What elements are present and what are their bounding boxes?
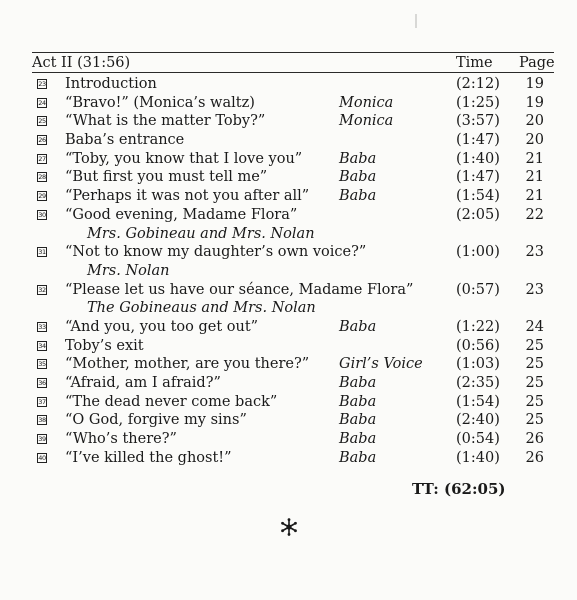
track-page: 25 [525, 393, 544, 410]
track-title: “What is the matter Toby?” [65, 113, 266, 130]
track-title: “Toby, you know that I love you” [65, 150, 303, 167]
track-role: Monica [339, 113, 394, 130]
track-title: “Afraid, am I afraid?” [65, 375, 221, 391]
track-row [0, 187, 577, 206]
track-title: Introduction [65, 76, 157, 92]
time-column-header: Time [456, 55, 493, 71]
snowflake-ornament-icon [280, 518, 298, 540]
track-role: Girl’s Voice [339, 356, 423, 373]
track-role: Baba [339, 150, 377, 167]
track-number-box: 33 [38, 322, 46, 331]
track-number-box: 27 [38, 154, 46, 163]
track-page: 19 [525, 94, 544, 111]
track-time: (1:25) [456, 94, 500, 111]
track-role: Baba [339, 431, 377, 448]
faint-mark [415, 14, 417, 28]
track-title: “And you, you too get out” [65, 318, 259, 335]
track-page: 21 [525, 150, 544, 167]
page-column-header: Page [519, 55, 555, 71]
track-role: Baba [339, 393, 377, 410]
track-page: 26 [525, 449, 544, 466]
track-performers: The Gobineaus and Mrs. Nolan [87, 300, 316, 317]
track-page: 23 [525, 281, 544, 298]
top-rule [32, 52, 554, 53]
track-number-box: 36 [38, 379, 46, 387]
track-performers-row [0, 262, 577, 281]
track-time: (1:00) [456, 244, 500, 261]
track-row [0, 281, 577, 300]
track-time: (1:54) [456, 188, 500, 205]
track-row [0, 94, 577, 113]
track-number-box: 28 [38, 173, 46, 182]
track-page: 19 [525, 76, 544, 92]
track-page: 23 [525, 244, 544, 261]
track-role: Baba [339, 375, 377, 391]
track-title: “Who’s there?” [65, 431, 177, 448]
track-time: (0:56) [456, 337, 500, 354]
track-time: (1:54) [456, 393, 500, 410]
track-row [0, 430, 577, 449]
track-title: “Mother, mother, are you there?” [65, 356, 310, 373]
track-title: “Not to know my daughter’s own voice?” [65, 244, 367, 261]
track-title: “Please let us have our séance, Madame Flora” [65, 281, 414, 298]
track-title: “O God, forgive my sins” [65, 412, 247, 429]
track-number-box: 24 [38, 98, 46, 107]
act-heading: Act II (31:56) [32, 55, 131, 71]
track-title: Toby’s exit [65, 337, 144, 354]
track-time: (2:40) [456, 412, 500, 429]
track-page: 22 [525, 206, 544, 223]
track-time: (0:57) [456, 281, 500, 298]
track-performers: Mrs. Gobineau and Mrs. Nolan [87, 225, 315, 242]
track-number-box: 31 [38, 248, 46, 257]
track-time: (1:40) [456, 449, 500, 466]
track-row [0, 355, 577, 374]
track-time: (2:12) [456, 76, 500, 92]
track-row [0, 449, 577, 468]
track-row [0, 374, 577, 393]
track-time: (2:35) [456, 375, 500, 391]
track-row [0, 318, 577, 337]
track-time: (1:03) [456, 356, 500, 373]
track-row [0, 131, 577, 150]
track-row [0, 337, 577, 356]
track-role: Baba [339, 169, 377, 186]
track-number-box: 40 [38, 453, 46, 462]
track-time: (0:54) [456, 431, 500, 448]
track-role: Baba [339, 318, 377, 335]
track-page: 25 [525, 337, 544, 354]
track-row [0, 206, 577, 225]
track-role: Baba [339, 188, 377, 205]
track-list [0, 75, 577, 467]
track-title: Baba’s entrance [65, 132, 185, 149]
header-rule [32, 72, 554, 73]
track-page: 25 [525, 412, 544, 429]
track-title: “I’ve killed the ghost!” [65, 449, 232, 466]
track-page: 20 [525, 132, 544, 149]
track-page: 21 [525, 188, 544, 205]
track-row [0, 243, 577, 262]
track-number-box: 34 [38, 341, 46, 350]
track-performers-row [0, 225, 577, 244]
track-number-box: 30 [38, 210, 46, 219]
track-performers-row [0, 299, 577, 318]
track-row [0, 75, 577, 94]
track-number-box: 37 [38, 397, 46, 406]
track-title: “Perhaps it was not you after all” [65, 188, 310, 205]
track-time: (1:22) [456, 318, 500, 335]
track-number-box: 29 [38, 192, 46, 201]
track-number-box: 25 [38, 117, 46, 126]
track-page: 20 [525, 113, 544, 130]
track-row [0, 150, 577, 169]
track-time: (3:57) [456, 113, 500, 130]
track-row [0, 393, 577, 412]
track-role: Baba [339, 449, 377, 466]
track-time: (1:47) [456, 132, 500, 149]
track-time: (1:40) [456, 150, 500, 167]
track-title: “The dead never come back” [65, 393, 278, 410]
track-number-box: 26 [38, 136, 46, 145]
track-page: 25 [525, 356, 544, 373]
track-number-box: 23 [38, 80, 46, 88]
track-row [0, 168, 577, 187]
track-row [0, 112, 577, 131]
track-number-box: 35 [38, 360, 46, 369]
track-time: (1:47) [456, 169, 500, 186]
track-role: Baba [339, 412, 377, 429]
track-page: 24 [525, 318, 544, 335]
total-time: TT: (62:05) [412, 480, 506, 498]
track-page: 26 [525, 431, 544, 448]
track-performers: Mrs. Nolan [87, 262, 170, 279]
track-title: “Bravo!” (Monica’s waltz) [65, 94, 255, 111]
track-title: “Good evening, Madame Flora” [65, 206, 298, 223]
track-page: 25 [525, 375, 544, 391]
track-number-box: 38 [38, 416, 46, 425]
track-page: 21 [525, 169, 544, 186]
track-title: “But first you must tell me” [65, 169, 268, 186]
track-number-box: 32 [38, 285, 46, 294]
track-time: (2:05) [456, 206, 500, 223]
track-role: Monica [339, 94, 394, 111]
track-row [0, 411, 577, 430]
track-number-box: 39 [38, 435, 46, 444]
